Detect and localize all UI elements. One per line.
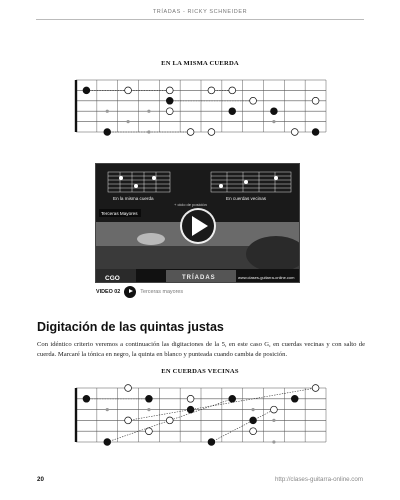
fifth-note-dot xyxy=(187,395,194,402)
video-site: www.clases-guitarra-online.com xyxy=(238,275,295,280)
fifth-note-dot xyxy=(166,417,173,424)
passing-note-dot xyxy=(106,408,109,411)
fifth-note-dot xyxy=(125,417,132,424)
fretboard-diagram-2 xyxy=(70,383,332,447)
passing-note-dot xyxy=(272,419,275,422)
diagram-1-title: EN LA MISMA CUERDA xyxy=(161,60,239,67)
footer-url[interactable]: http://clases-guitarra-online.com xyxy=(274,476,363,483)
video-banner: TRÍADAS xyxy=(182,275,216,281)
root-note-dot xyxy=(250,417,257,424)
passing-note-dot xyxy=(272,440,275,443)
passing-note-dot xyxy=(147,110,150,113)
video-caption-text: Terceras mayores xyxy=(140,289,184,295)
root-note-dot xyxy=(146,395,153,402)
fifth-note-dot xyxy=(250,428,257,435)
video-label-adjacent: En cuerdas vecinas xyxy=(226,196,267,201)
fifth-note-dot xyxy=(271,406,278,413)
root-note-dot xyxy=(229,108,236,115)
root-note-dot xyxy=(271,108,278,115)
root-note-dot xyxy=(312,129,319,136)
video-thumbnail xyxy=(96,164,300,283)
passing-note-dot xyxy=(272,120,275,123)
passing-note-dot xyxy=(126,120,129,123)
video-label-same-string: En la misma cuerda xyxy=(113,196,154,201)
root-note-dot xyxy=(104,129,111,136)
body-paragraph: Con idéntico criterio veremos a continuación las digitaciones de la 5, en este caso G, en cuerdas vecinas y con salto de cuerda. Marcaré la tónica en negro, la quinta en blanco y punteada cuando cambia de posición. xyxy=(37,341,365,359)
root-note-dot xyxy=(104,439,111,446)
fifth-note-dot xyxy=(166,87,173,94)
passing-note-dot xyxy=(106,110,109,113)
fifth-note-dot xyxy=(166,108,173,115)
play-mini-icon[interactable] xyxy=(124,286,136,298)
fifth-note-dot xyxy=(146,428,153,435)
fifth-note-dot xyxy=(312,97,319,104)
fifth-note-dot xyxy=(187,129,194,136)
root-note-dot xyxy=(291,395,298,402)
fifth-note-dot xyxy=(229,87,236,94)
passing-note-dot xyxy=(147,130,150,133)
fifth-note-dot xyxy=(125,385,132,392)
video-caption xyxy=(96,286,183,298)
video-player[interactable] xyxy=(95,163,300,283)
video-brand: CGO xyxy=(105,275,120,282)
diagram-2-title: EN CUERDAS VECINAS xyxy=(161,368,239,375)
fifth-note-dot xyxy=(312,385,319,392)
root-note-dot xyxy=(166,97,173,104)
root-note-dot xyxy=(208,439,215,446)
passing-note-dot xyxy=(147,408,150,411)
footer-page-number: 20 xyxy=(37,476,44,483)
fifth-note-dot xyxy=(250,97,257,104)
root-note-dot xyxy=(187,406,194,413)
section-title: Digitación de las quintas justas xyxy=(37,320,224,334)
fretboard-diagram-1 xyxy=(70,75,332,137)
video-caption-label: VIDEO 02 xyxy=(96,289,121,295)
root-note-dot xyxy=(83,87,90,94)
fifth-note-dot xyxy=(208,87,215,94)
header-rule xyxy=(36,19,364,20)
video-sub-label: + ciclo de posición xyxy=(174,202,207,207)
video-tag: Terceras Mayores xyxy=(101,211,138,216)
root-note-dot xyxy=(83,395,90,402)
fifth-note-dot xyxy=(208,129,215,136)
root-note-dot xyxy=(229,395,236,402)
fifth-note-dot xyxy=(291,129,298,136)
passing-note-dot xyxy=(251,408,254,411)
fifth-note-dot xyxy=(125,87,132,94)
running-header: TRÍADAS - RICKY SCHNEIDER xyxy=(152,9,248,15)
